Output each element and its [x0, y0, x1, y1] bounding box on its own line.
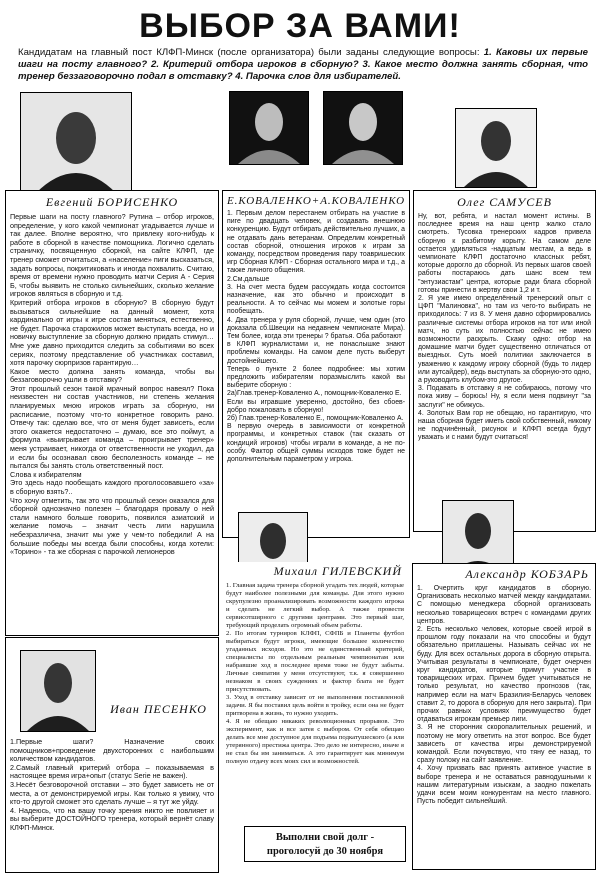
candidate-name: Олег САМУСЕВ: [457, 195, 552, 209]
candidate-card-pesenko: [5, 637, 219, 873]
candidate-answer: 1. Главная задача тренера сборной угадать тех людей, которые будут наиболее полезными для команды. Для этого нужно скрупулезно проанализировать возможности каждого игрока и сделать не легкий выбор. А также провести сервисотширного с другими центрами. Это первый шаг, требующий проделать огромный объем работы. 2. По итогам турниров КЛФП, СФПБ и Планеты футбол выбираться будут игроки, имеющие большее количество угаданных исходов. Но это не единственный критерий, специалисты по отдельным реальным чемпионатам или набравшие ход в последнее время тоже не будут забыты. Личные симпатии у меня отсутствуют, т.к. я совершенно незнаком в своих суждениях и фактор блата не будет присутствовать. 3. Уход в отставку зависит от не выполнения поставленной задачи. Я бы поставил цель войти в тройку, если она не будет притворена в жизнь, то нужно уходить. 4. Я не обещаю никаких революционных прорывов. Это эксперимент, как и все затея с выбором. От себя обещаю делать все мне доступное для подъема подкатушеского (а или утерянного) престижа центра. Это дело не интересно, иначе я не стал бы им заниматься. А это гарантирует как минимум полную отдачу всех моих сил и возможностей.: [226, 582, 404, 765]
candidate-answer: 1.Первые шаги? Назначение своих помощников+проведение двухсторонних с наибольшим количеством кандидатов. 2.Самый главный критерий отбора – показываемая в настоящее время игра+опыт (статус Serie не важен). 3.Несёт безговорочной отставки – это будет зависеть не от места, а от демонстрируемой игры. Как только я увижу, что кто-то другой сможет это сделать лучше – я тут же уйду. 4. Надеюсь, что на вашу точку зрения никто не повлияет и вы выберите ДОСТОЙНОГО тренера, который вернёт славу КЛФП-Минск.: [10, 737, 214, 832]
photo-candidate-1: [20, 92, 132, 194]
photo-candidate-7: [20, 650, 96, 732]
intro-questions: 1. Каковы их первые шаги на посту главного? 2. Критерий отбора игроков в сборную? 3. Какое место должна занять сборная, что тренер беззаговорочно подал в отставку? 4. Парочка слов для избирателей.: [18, 47, 588, 82]
intro-text: Кандидатам на главный пост КЛФП-Минск (после организатора) были заданы следующие вопросы:: [18, 47, 484, 58]
page-title: ВЫБОР ЗА ВАМИ!: [139, 7, 461, 45]
photo-candidate-4: [455, 108, 537, 188]
portrait-image: [324, 92, 402, 164]
candidate-answer: Первые шаги на посту главного? Рутина – отбор игроков, определение, у кого какой чемпионат угадывается лучше и так далее. Вполне вероятно, что привлеку кого-нибудь к работе в сборной в качестве помощника. Логично сделать страничку, посвященную сборной, на сайте КЛФП, где тренер сможет отчитаться, а «население» пиги высказаться, задать вопросы, покритиковать и иногда похвалить. Считаю, время от времени нужно проводить матчи Серия А - Серия Б, чтобы выявить не столько сильнейших, сколько желание игроков являться в сборную и т.д. Критерий отбора игроков в сборную? В сборную будут вызываться сильнейшие на данный момент, хотя кардинально от игры к игре состав меняться, естественно, не будет. Парочка старожилов может выступать всегда, но и новичку выступление за сборную должно придать стимул… Мне уже давно приходится следить за событиями во всех сериях, поэтому представление об участниках составил, хотя парочку сюрпризов гарантирую… Какое место должна занять команда, чтобы вы беззаговорочно ушли в отставку? Этот прошлый сезон такой мрачный вопрос навеял? Пока неизвестен ни состав участников, ни степень желания планируемых мною игроков играть за сборную, ни расписание, поэтому что-то конкретное говорить рано. Отвечу так: сделаю все, что от меня будет зависеть, если этого окажется недостаточно – думаю, все это поймут, а формула «выигрывает команда – проигрывает тренер» меня устраивает, никогда от ответственности не уходил, да и если бы осознавал свою бесполезность команде – не пытался бы занять столь ответственный пост. Слова к избирателям Это здесь надо пообещать каждого проголосовавшего «за» в сборную взять?.. Что хочу отметить, так это что прошлый сезон оказался для сборной однозначно полезен – благодаря провалу о ней стали намного больше говорить, появился азиатский и желание помочь – значит честь лиги нарушила небезразлична, значит мы уже у чем-то победили! А на большие победы мы всегда были способны, когда хотели: «Торино» - та же сборная с парочкой легионеров: [10, 212, 214, 557]
vote-deadline-box: [244, 826, 406, 862]
candidate-card-kobzar: [412, 563, 596, 870]
candidate-answer: 1. Первым делом перестанем отбирать на участие в пиге по двадцать человек, и создавать внешнюю конкуренцию. Будут отбирать действительно лучших, а не отдавать дань ветеранам. Определим конкретный состав сборной, отношения игроков к играм за команду, посредством проведения пару тоавришеских игр Сборная КЛФП - Сборная остального мира и т.д., а также личного общения. 2.См.дальше 3. На счет места будем рассуждать когда состоится назначение, как это обычно и происходит в реальности. А то сейчас мы можем и золотые горы пообещать. 4. Два тренера у руля сборной, лучше, чем один (это доказала сб.Швеции на недавнем чемпионате Мира). Тем более, когда эти тренеры ? братья. Оба работают в КЛФП журналистами и, не понаслышке знают проблемы команды. На самом деле пусть выберут достойнейшего. Теперь о пункте 2 более подробнее: мы хотим предложить избирателям поразмыслить какой вы выберите сборную : 2а)Глав.тренер-Коваленко А., помощник-Коваленко Е. Если вы игравшие уверенно, достойно, без сбоев-добро пожаловать в сборную! 2б) Глав.тренер-Коваленко Е., помощник-Коваленко А. В первую очередь в зависимости от конкретной программы, и конкретных ставок (так сказать от кондиций игроков) чтобы играли в команде, а не по-особу. Фактор общей суммы исходов тоже будет не дополнительным параметром у игрока.: [227, 210, 405, 464]
candidate-card-borisenko: [5, 190, 219, 636]
candidate-card-kovalenko: [222, 190, 410, 538]
candidate-name: Михаил ГИЛЕВСКИЙ: [273, 564, 402, 578]
deadline-line-2: проголосуй до 30 ноября: [266, 846, 384, 857]
portrait-image: [456, 109, 536, 187]
candidate-name: Евгений БОРИСЕНКО: [45, 195, 179, 209]
portrait-image: [21, 651, 95, 731]
candidate-name: Александр КОБЗАРЬ: [465, 567, 589, 581]
portrait-image: [230, 92, 308, 164]
photo-candidate-2: [229, 91, 309, 165]
candidate-name: Иван ПЕСЕНКО: [110, 702, 207, 716]
candidate-card-gilevsky: [222, 562, 408, 820]
portrait-image: [21, 93, 131, 193]
photo-candidate-3: [323, 91, 403, 165]
deadline-line-1: Выполни свой долг -: [275, 832, 375, 843]
intro-paragraph: [18, 47, 588, 83]
candidate-card-samusev: [413, 190, 596, 532]
candidate-answer: Ну, вот, ребята, и настал момент истины. В последнее время на наш центр жалко стало смотреть. Тусовка тренерских кадров привела сборную к разбитому корыту. На самом деле остается удивляться -надцатым местам, а ведь в чемпионате КЛФП достаточно классных ребят, которые дорогло до сборной. Из первых шагов своей работы постараюсь дать шанс всем тем "энтузиастам" центра, которые ради блага сборной готовы принести в жертву свои 1,2 и т. 2. Я уже имею определённый тренерский опыт с ЦФП "Малиновка", но там из чего-то выбирать не приходилось: 7 из 8. У меня давно сформировались различные системы отбора игроков на тот или иной матч, но суть их полностью сейчас не имею возможности раскрыть. Скажу одно: отбор на домашние матчи будет существенно отличаться от выездных. Суть моей политики заключается в уважению к каждому игроку сборной (будь то лидер или аутсайдер), ведь выступать за сборную-это одно, а руководить клубом-это другое. 3. Подавать в отставку я не собираюсь, потому что пока живу – борюсь! Ну, я если меня подвинут "за заслуги" не обижусь. 4. Золотых Вам гор не обещаю, но гарантирую, что наша сборная будет иметь свой собственный, никому не подчинённый, рисунок и КЛФП всегда будут уважать и с нами будут считаться!: [418, 213, 591, 442]
candidate-name: Е.КОВАЛЕНКО+А.КОВАЛЕНКО: [226, 195, 406, 207]
candidate-answer: 1. Очертить круг кандидатов в сборную. Организовать несколько матчей между кандидатами. С помощью менеджера сборной организовать несколько товарищеских встреч с командами других центров. 2. Есть несколько человек, которые своей игрой в прошлом году показали на что способны и будут обязательно приглашены. Называть сейчас их не буду. Для всех остальных дорога в сборную открыта. Учитывая результаты в чемпионате, будет очерчен круг кандидатов, которые примут участие в товарищеских играх. Причем будет учитываться не только результат, но качество прогнозов (так, например если на матч Бразилия-Беларусь человек ставит 2, то дорога в сборную для него закрыта). При прочих равных условиях преимущество будет отдаваться игрокам премьер лиги. 3. Я не сторонник скоропалительных решений, и поэтому не могу ответить на этот вопрос. Все будет зависеть от качества игры демонстрируемой командой. Если почувствую, что тяну ее назад, то сразу положу на сайт заявление. 4. Хочу призвать вас принять активное участие в выборе тренера и не оставаться равнодушными к нашим литературным изыскам, а заодно пожелать удачи всем моим конкурентам на место главного. Пусть победит сильнейший.: [417, 585, 591, 806]
